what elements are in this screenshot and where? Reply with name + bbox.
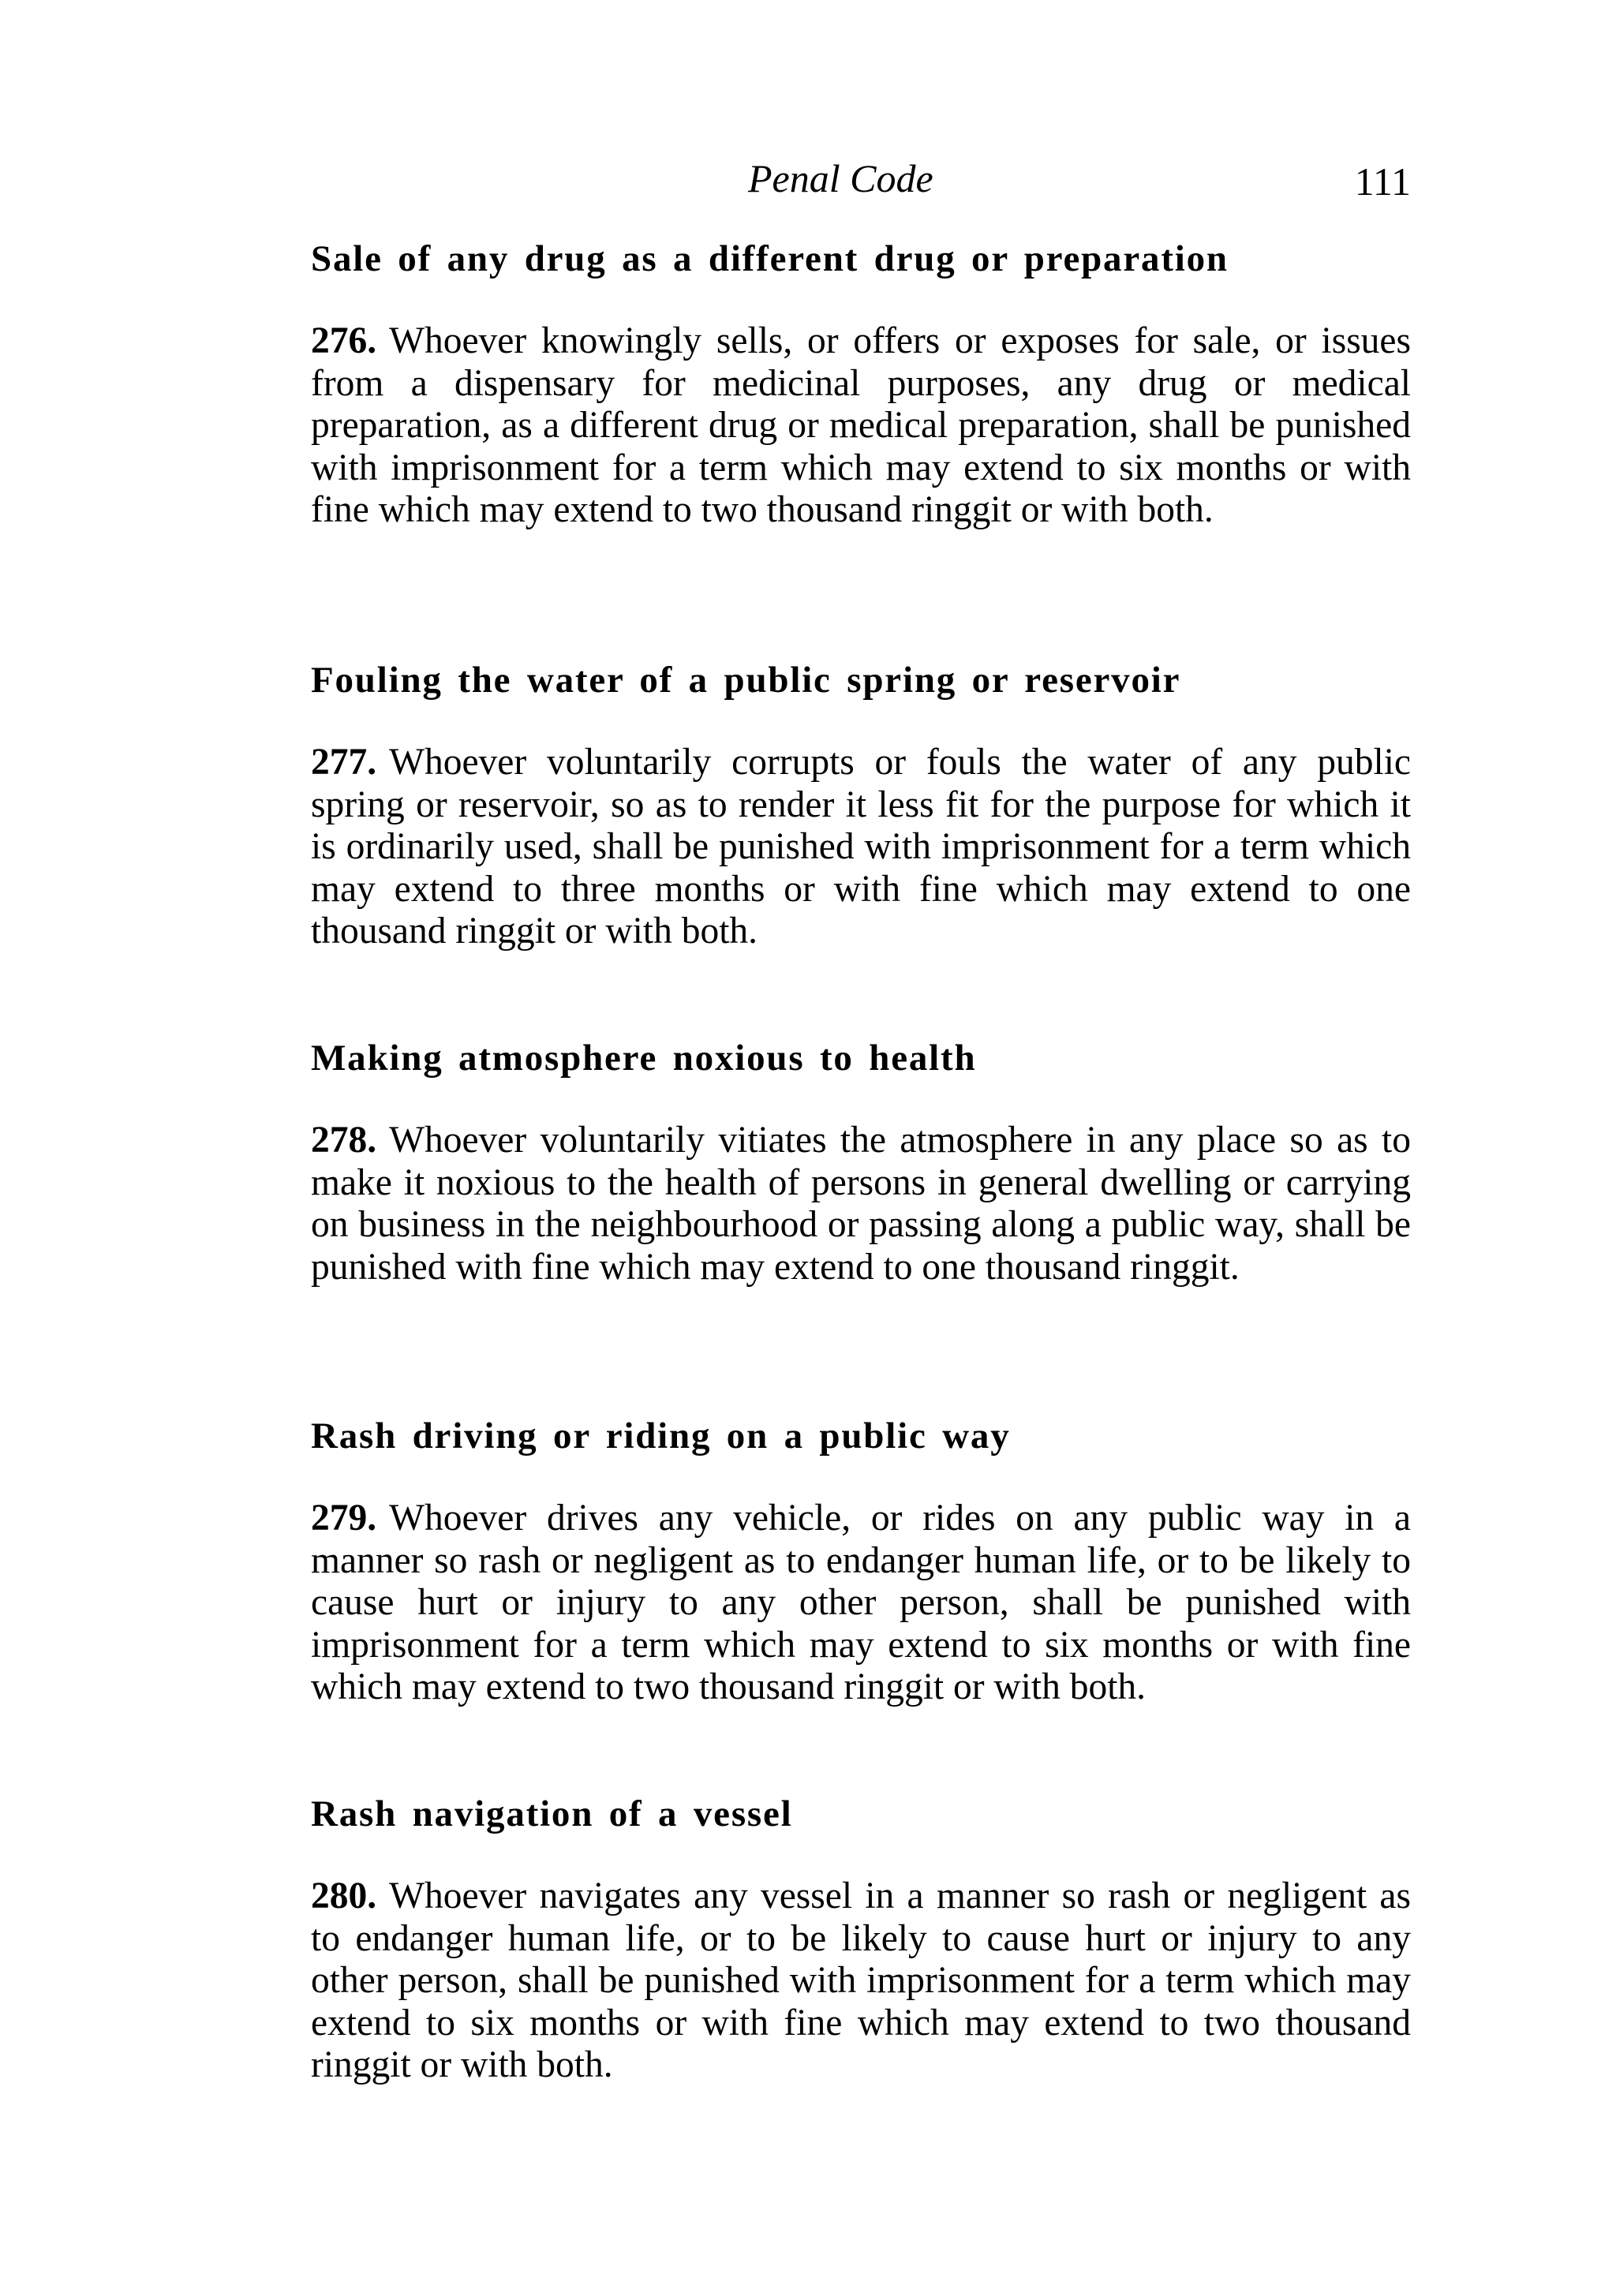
- page-number: 111: [1354, 159, 1411, 204]
- section-number: 276.: [311, 320, 377, 361]
- section-heading: Fouling the water of a public spring or reservoir: [311, 660, 1181, 701]
- running-title: Penal Code: [748, 156, 933, 200]
- section-text: Whoever knowingly sells, or offers or exposes for sale, or issues from a dispensary for medicinal purposes, any drug or medical preparation, as a different drug or medical preparation, shall be punished with imprisonment for a term which may extend to six months or with fine which may extend to two thousand ringgit or with both.: [311, 320, 1411, 530]
- section-280: [311, 1792, 1411, 2087]
- section-number: 280.: [311, 1875, 377, 1916]
- section-number: 278.: [311, 1120, 377, 1161]
- section-body: [311, 1498, 1411, 1709]
- section-body: [311, 320, 1411, 532]
- section-heading: Sale of any drug as a different drug or preparation: [311, 238, 1229, 279]
- section-276: [311, 237, 1411, 532]
- section-number: 277.: [311, 742, 377, 783]
- section-text: Whoever voluntarily corrupts or fouls the water of any public spring or reservoir, so as to render it less fit for the purpose for which it is ordinarily used, shall be punished with imprisonment for a term which may extend to three months or with fine which may extend to one thousand ringgit or with both.: [311, 742, 1411, 952]
- section-heading: Making atmosphere noxious to health: [311, 1038, 977, 1079]
- section-body: [311, 742, 1411, 953]
- section-text: Whoever drives any vehicle, or rides on any public way in a manner so rash or negligent as to endanger human life, or to be likely to cause hurt or injury to any other person, shall be punished with imprisonment for a term which may extend to six months or with fine which may extend to two thousand ringgit or with both.: [311, 1498, 1411, 1707]
- section-279: [311, 1414, 1411, 1709]
- section-body: [311, 1875, 1411, 2087]
- section-277: [311, 658, 1411, 953]
- section-number: 279.: [311, 1498, 377, 1539]
- section-text: Whoever navigates any vessel in a manner so rash or negligent as to endanger human life, or to be likely to cause hurt or injury to any other person, shall be punished with imprisonment for a term which may extend to six months or with fine which may extend to two thousand ringgit or with both.: [311, 1875, 1411, 2085]
- section-278: [311, 1036, 1411, 1288]
- section-body: [311, 1120, 1411, 1288]
- section-text: Whoever voluntarily vitiates the atmosphere in any place so as to make it noxious to the health of persons in general dwelling or carrying on business in the neighbourhood or passing along a public way, shall be punished with fine which may extend to one thousand ringgit.: [311, 1120, 1411, 1288]
- section-heading: Rash driving or riding on a public way: [311, 1415, 1011, 1457]
- section-heading: Rash navigation of a vessel: [311, 1793, 793, 1834]
